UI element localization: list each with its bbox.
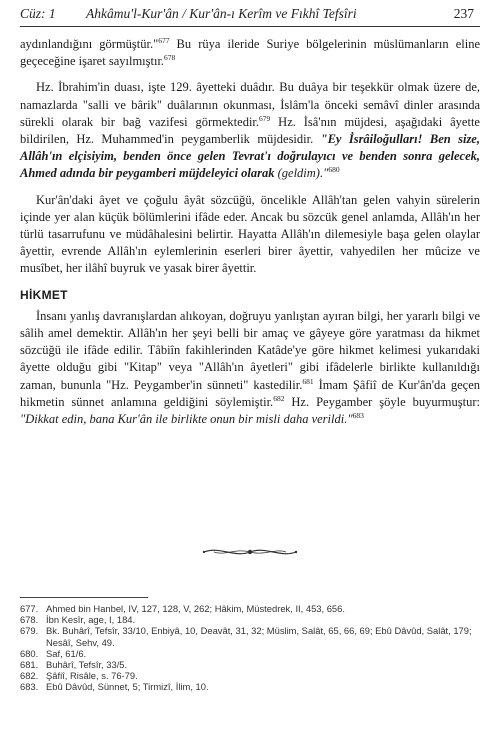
paragraph-3: Kur'ân'daki âyet ve çoğulu âyât sözcüğü, öncelikle Allâh'tan gelen vahyin sürelerin içinde yer alan küçük bölümlerini ifâde eder. Ancak bu sözcük genel anlamda, Allâh'ın her türlü tasarrufunu ve müdâhalesini belirtir. Hayatta Allâh'ın dilemesiyle başa gelen olaylar âyettir, evrende Allâh'ın eylemlerinin eserleri birer âyettir, vahyedilen her mûcize ve musîbet, her ilâhî buyruk ve yasak birer âyettir.: [20, 192, 480, 276]
footnote-text: İbn Kesîr, age, I, 184.: [46, 614, 136, 626]
paragraph-text: Hz. İsâ'nın müjdesi, aşağıdaki âyette bildirilen, Hz. Muhammed'in peygamberlik müjdesidir.: [20, 114, 480, 147]
hadith-quote: "Dikkat edin, bana Kur'ân ile birlikte onun bir misli daha verildi.": [20, 412, 353, 427]
running-header: [20, 2, 480, 27]
footnote-text: Şâfiî, Risâle, s. 76-79.: [46, 670, 138, 682]
footnote-ref: 677: [158, 36, 170, 45]
main-text: [20, 36, 480, 437]
footnote: [20, 670, 490, 681]
juz-label: Cüz: 1: [20, 6, 56, 21]
footnote-text: Saf, 61/6.: [46, 647, 87, 659]
verse-quote: "Ey İsrâiloğulları! Ben size, Allâh'ın elçisiyim, benden önce gelen Tevrat'ı doğrulayıcı ve benden sonra gelecek, Ahmed adında bir peygamberi müjdeleyici olarak: [20, 132, 480, 181]
footnote-number: 678.: [20, 614, 39, 626]
footnote-ref: 678: [164, 53, 176, 63]
footnote-ref: 681: [302, 376, 314, 386]
paragraph-text: aydınlandığını görmüştür.": [20, 37, 159, 51]
footnotes: [20, 603, 490, 693]
footnote-number: 683.: [20, 681, 39, 693]
footnote-text: Buhârî, Tefsîr, 33/5.: [46, 659, 128, 671]
footnote-ref: 680: [328, 165, 340, 175]
paragraph-text: Hz. İbrahim'in duası, işte 129. âyetteki duâdır. Bu duâya bir teşekkür olmak üzere de, namazlarda "salli ve bârik" duâlarının okunması, İslâm'la önceki semâvî dinler arasında sürekli olarak bir bağ vazifesi görmektedir.: [20, 80, 480, 129]
footnote: [20, 648, 490, 659]
footnote: [20, 614, 490, 625]
footnote-ref: 679: [259, 113, 271, 123]
paragraph-text: İnsanı yanlış davranışlardan alıkoyan, doğruyu yanlıştan ayıran bilgi, her yararlı bilgi ve sâlih amel demektir. Allâh'ın her şeyi belli bir amaç ve gâyeye göre yaratması da hikmet sözcüğü ile ifâde edilir. Tâbiîn fakihlerinden Katâde'ye göre hikmet kelimesi yukarıdaki âyette olduğu gibi "Kitap" veya "Allâh'ın âyetleri" gibi ifâdelerle birlikte kullanıldığı zaman, bununla "Hz. Peygamber'in sünneti" kastedilir.: [20, 308, 480, 392]
footnote-text: Ebû Dâvûd, Sünnet, 5; Tirmizî, İlim, 10.: [46, 681, 209, 693]
footnote-number: 679.: [20, 625, 39, 637]
footnote: [20, 659, 490, 670]
ornament-divider-icon: [200, 542, 300, 562]
footnote: [20, 603, 490, 614]
section-heading: HİKMET: [20, 287, 68, 302]
paragraph-1: [20, 36, 480, 70]
paragraph-text: Hz. Peygamber şöyle buyurmuştur:: [284, 394, 480, 409]
footnote-number: 680.: [20, 647, 39, 659]
footnote: [20, 681, 490, 692]
footnote-separator: [20, 597, 148, 598]
paragraph-text: Bu rüya ileride Suriye bölgelerinin müslümanların eline geçeceğine işaret sayılmıştır.: [20, 37, 481, 69]
paragraph-text: İmam Şâfiî de Kur'ân'da geçen hikmetin sünnet anlamına geldiğini söylemiştir.: [20, 377, 480, 409]
footnote-number: 681.: [20, 659, 39, 671]
footnote-ref: 682: [273, 393, 285, 403]
footnote: [20, 625, 490, 647]
footnote-number: 682.: [20, 670, 39, 682]
page-number: 237: [453, 6, 474, 21]
footnote-text: Bk. Buhârî, Tefsîr, 33/10, Enbiyâ, 10, Deavât, 31, 32; Müslim, Salât, 65, 66, 69; Ebû Dâvûd, Salât, 179; Nesâî, Sehv, 49.: [46, 625, 472, 648]
paragraph-2: [20, 79, 480, 182]
footnote-number: 677.: [20, 603, 39, 614]
footnote-ref: 683: [352, 411, 364, 421]
paragraph-4: [20, 308, 480, 428]
footnote-text: Ahmed bin Hanbel, IV, 127, 128, V, 262; Hâkim, Müstedrek, II, 453, 656.: [46, 603, 345, 614]
book-title: Ahkâmu'l-Kur'ân / Kur'ân-ı Kerîm ve Fıkhî Tefsîri: [86, 6, 357, 21]
verse-quote-end: (geldim).": [274, 166, 329, 181]
